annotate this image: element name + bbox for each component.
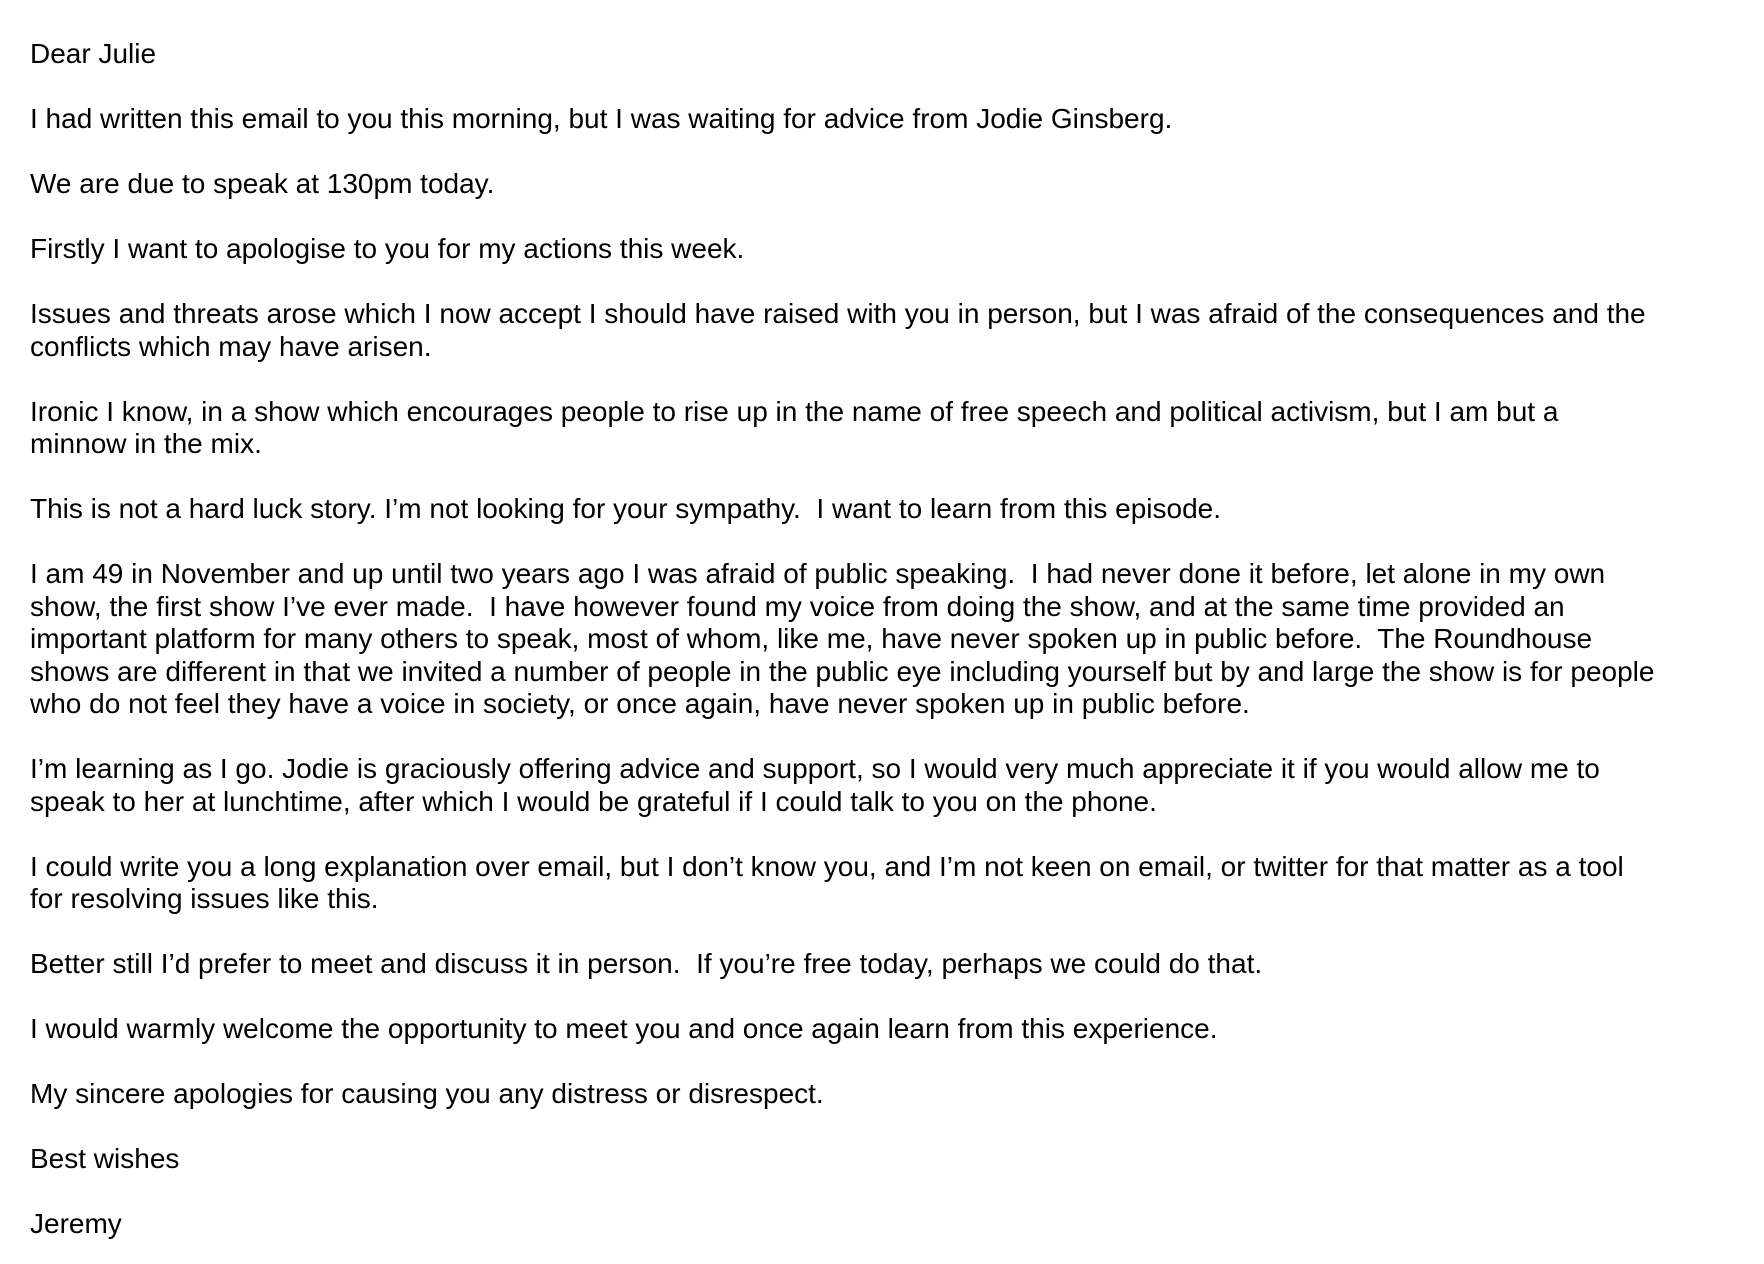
letter-paragraph-11: I would warmly welcome the opportunity to meet you and once again learn from this experience.: [30, 1013, 1218, 1044]
letter-paragraph-2: We are due to speak at 130pm today.: [30, 168, 495, 199]
letter-paragraph-8: I’m learning as I go. Jodie is graciously offering advice and support, so I would very much appreciate it if you would allow me to speak to her at lunchtime, after which I would be grateful if I could talk to you on the phone.: [30, 753, 1600, 817]
letter-paragraph-6: This is not a hard luck story. I’m not looking for your sympathy. I want to learn from this episode.: [30, 493, 1222, 524]
letter-paragraph-9: I could write you a long explanation over email, but I don’t know you, and I’m not keen on email, or twitter for that matter as a tool for resolving issues like this.: [30, 850, 1624, 914]
letter-signature: Jeremy: [30, 1208, 122, 1239]
letter-paragraph-4: Issues and threats arose which I now accept I should have raised with you in person, but I was afraid of the consequences and the conflicts which may have arisen.: [30, 298, 1646, 362]
letter-greeting: Dear Julie: [30, 38, 157, 69]
email-letter-body: [30, 38, 1730, 1241]
letter-paragraph-5: Ironic I know, in a show which encourages people to rise up in the name of free speech and political activism, but I am but a minnow in the mix.: [30, 395, 1559, 459]
letter-paragraph-1: I had written this email to you this morning, but I was waiting for advice from Jodie Ginsberg.: [30, 103, 1173, 134]
letter-paragraph-10: Better still I’d prefer to meet and discuss it in person. If you’re free today, perhaps we could do that.: [30, 948, 1263, 979]
letter-paragraph-12: My sincere apologies for causing you any distress or disrespect.: [30, 1078, 824, 1109]
letter-closing: Best wishes: [30, 1143, 180, 1174]
letter-paragraph-7: I am 49 in November and up until two years ago I was afraid of public speaking. I had never done it before, let alone in my own show, the first show I’ve ever made. I have however found my voice from doing the show, and at the same time provided an important platform for many others to speak, most of whom, like me, have never spoken up in public before. The Roundhouse shows are different in that we invited a number of people in the public eye including yourself but by and large the show is for people who do not feel they have a voice in society, or once again, have never spoken up in public before.: [30, 558, 1655, 719]
letter-paragraph-3: Firstly I want to apologise to you for my actions this week.: [30, 233, 745, 264]
